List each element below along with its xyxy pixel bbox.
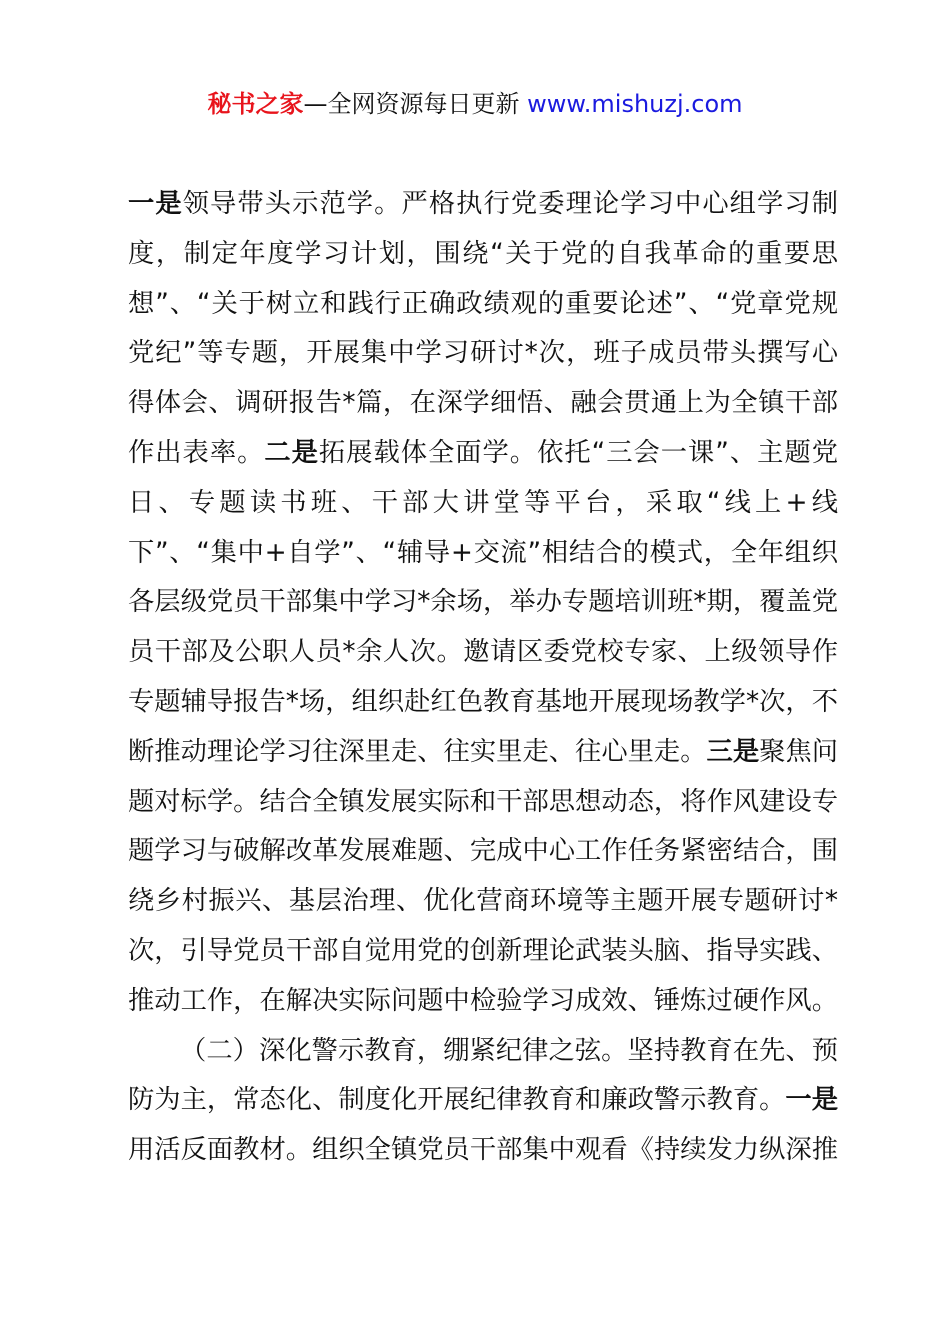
- paragraph-warning-education: [128, 1027, 838, 1176]
- point-one-lead: 一是: [128, 189, 183, 219]
- paragraph-study: [128, 180, 838, 1027]
- point-three-lead: 三是: [706, 736, 760, 767]
- header-tagline: —全网资源每日更新: [303, 90, 528, 118]
- site-header: [0, 86, 950, 122]
- section-two-point-one-text: 用活反面教材。组织全镇党员干部集中观看《持续发力纵深推: [128, 1135, 839, 1166]
- section-two-text: （二）深化警示教育，绷紧纪律之弦。坚持教育在先、预防为主，常态化、制度化开展纪律教育和廉政警示教育。: [128, 1035, 838, 1116]
- site-url-link[interactable]: www.mishuzj.com: [527, 90, 743, 118]
- section-two-point-one-lead: 一是: [785, 1085, 839, 1116]
- point-two-lead: 二是: [264, 437, 319, 468]
- point-two-text: 拓展载体全面学。依托“三会一课”、主题党日、专题读书班、干部大讲堂等平台，采取“线上+线下”、“集中+自学”、“辅导+交流”相结合的模式，全年组织各层级党员干部集中学习*余场，举办专题培训班*期，覆盖党员干部及公职人员*余人次。邀请区委党校专家、上级领导作专题辅导报告*场，组织赴红色教育基地开展现场教学*次，不断推动理论学习往深里走、往实里走、往心里走。: [128, 437, 839, 767]
- document-body: [128, 180, 838, 1176]
- brand-name: 秘书之家: [207, 90, 304, 118]
- point-three-text: 聚焦问题对标学。结合全镇发展实际和干部思想动态，将作风建设专题学习与破解改革发展难题、完成中心工作任务紧密结合，围绕乡村振兴、基层治理、优化营商环境等主题开展专题研讨*次，引导党员干部自觉用党的创新理论武装头脑、指导实践、推动工作，在解决实际问题中检验学习成效、锤炼过硬作风。: [128, 736, 839, 1016]
- point-one-text: 领导带头示范学。严格执行党委理论学习中心组学习制度，制定年度学习计划，围绕“关于党的自我革命的重要思想”、“关于树立和践行正确政绩观的重要论述”、“党章党规党纪”等专题，开展集中学习研讨*次，班子成员带头撰写心得体会、调研报告*篇，在深学细悟、融会贯通上为全镇干部作出表率。: [128, 189, 839, 468]
